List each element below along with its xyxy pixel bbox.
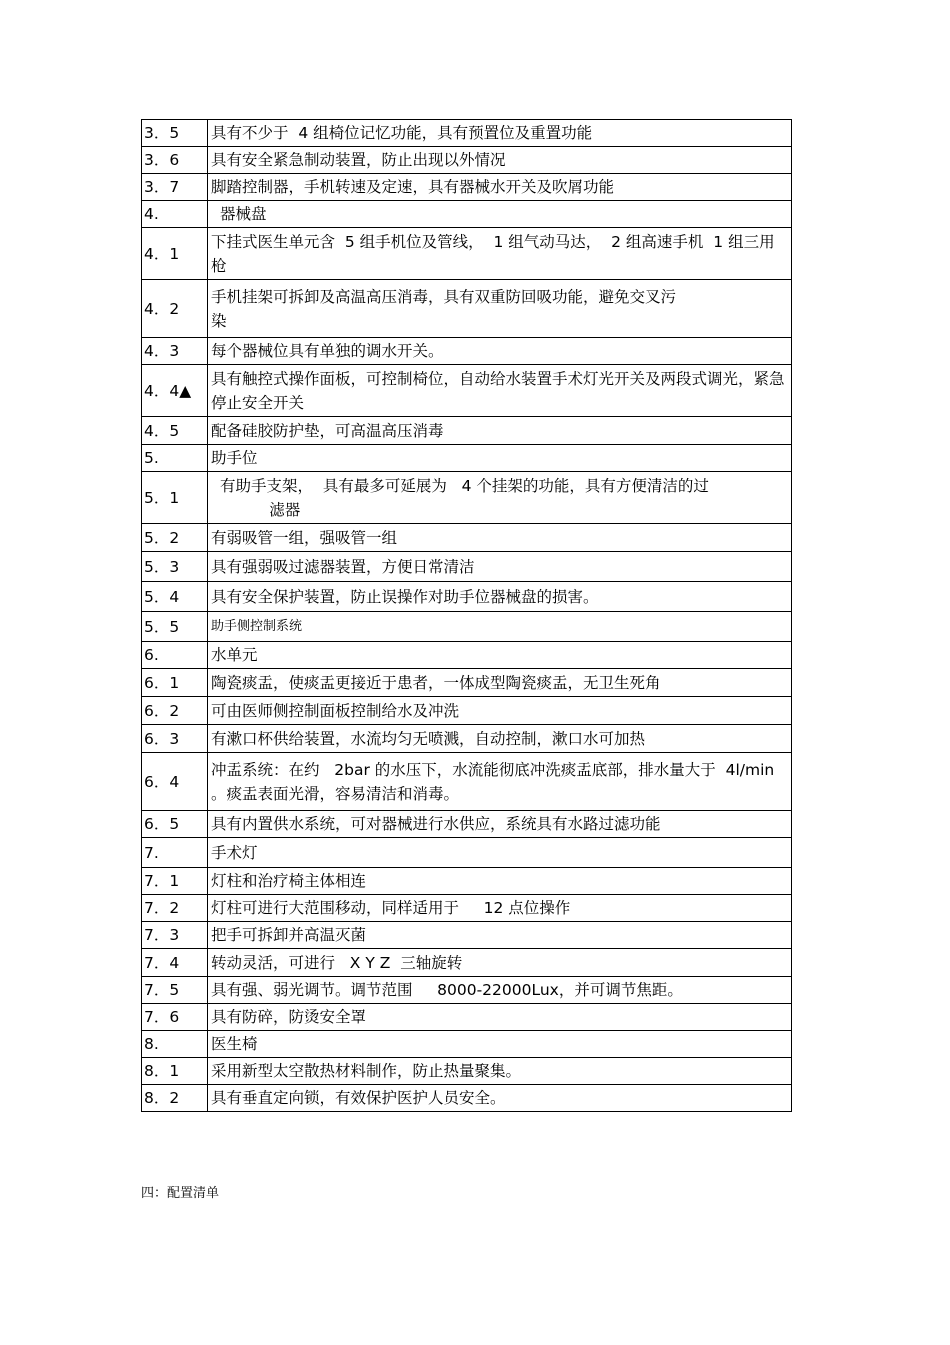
item-description: 有弱吸管一组，强吸管一组: [208, 524, 792, 552]
item-description: 冲盂系统：在约 2bar 的水压下，水流能彻底冲洗痰盂底部，排水量大于 4l/min 。痰盂表面光滑，容易清洁和消毒。: [208, 753, 792, 811]
item-description: 医生椅: [208, 1031, 792, 1058]
item-description: 水单元: [208, 642, 792, 669]
table-row: [142, 1031, 792, 1058]
spec-table-body: [142, 120, 792, 1112]
table-row: [142, 417, 792, 445]
item-description: 转动灵活，可进行 X Y Z 三轴旋转: [208, 949, 792, 977]
item-description: 每个器械位具有单独的调水开关。: [208, 338, 792, 365]
table-row: [142, 753, 792, 811]
table-row: [142, 1004, 792, 1031]
item-description: 助手侧控制系统: [208, 612, 792, 642]
item-number: 8．2: [142, 1085, 208, 1112]
table-row: [142, 838, 792, 868]
item-description: 手术灯: [208, 838, 792, 868]
item-number: 7．4: [142, 949, 208, 977]
item-description: 具有垂直定向锁，有效保护医护人员安全。: [208, 1085, 792, 1112]
table-row: [142, 524, 792, 552]
item-description: 脚踏控制器，手机转速及定速，具有器械水开关及吹屑功能: [208, 174, 792, 201]
table-row: [142, 949, 792, 977]
item-number: 7．2: [142, 895, 208, 922]
table-row: [142, 922, 792, 949]
table-row: [142, 1085, 792, 1112]
table-row: [142, 977, 792, 1004]
table-row: [142, 338, 792, 365]
item-description: 具有强、弱光调节。调节范围 8000-22000Lux，并可调节焦距。: [208, 977, 792, 1004]
item-number: 8.: [142, 1031, 208, 1058]
item-number: 6．1: [142, 669, 208, 697]
item-number: 6．2: [142, 697, 208, 725]
item-description: 采用新型太空散热材料制作，防止热量聚集。: [208, 1058, 792, 1085]
item-description: 具有强弱吸过滤器装置，方便日常清洁: [208, 552, 792, 582]
table-row: [142, 612, 792, 642]
item-number: 4．1: [142, 228, 208, 280]
item-number: 5．1: [142, 472, 208, 524]
item-number: 5．3: [142, 552, 208, 582]
table-row: [142, 725, 792, 753]
table-row: [142, 582, 792, 612]
item-number: 6．3: [142, 725, 208, 753]
section-heading-config-list: 四：配置清单: [141, 1186, 220, 1201]
item-number: 7．5: [142, 977, 208, 1004]
item-description: 助手位: [208, 445, 792, 472]
item-description: 具有内置供水系统，可对器械进行水供应，系统具有水路过滤功能: [208, 811, 792, 838]
item-number: 4.: [142, 201, 208, 228]
table-row: [142, 445, 792, 472]
item-description: 有漱口杯供给装置，水流均匀无喷溅，自动控制，漱口水可加热: [208, 725, 792, 753]
item-number: 4．4▲: [142, 365, 208, 417]
item-description: 可由医师侧控制面板控制给水及冲洗: [208, 697, 792, 725]
table-row: [142, 1058, 792, 1085]
table-row: [142, 552, 792, 582]
table-row: [142, 174, 792, 201]
item-number: 4．2: [142, 280, 208, 338]
item-number: 3．6: [142, 147, 208, 174]
table-row: [142, 280, 792, 338]
item-number: 5.: [142, 445, 208, 472]
table-row: [142, 147, 792, 174]
item-description: 器械盘: [208, 201, 792, 228]
table-row: [142, 811, 792, 838]
spec-table: [141, 119, 792, 1112]
item-number: 5．4: [142, 582, 208, 612]
table-row: [142, 201, 792, 228]
item-description: 具有安全保护装置，防止误操作对助手位器械盘的损害。: [208, 582, 792, 612]
table-row: [142, 365, 792, 417]
item-number: 7．3: [142, 922, 208, 949]
item-description: 灯柱和治疗椅主体相连: [208, 868, 792, 895]
table-row: [142, 868, 792, 895]
item-description: 把手可拆卸并高温灭菌: [208, 922, 792, 949]
item-description: 具有防碎，防烫安全罩: [208, 1004, 792, 1031]
item-number: 5．5: [142, 612, 208, 642]
item-number: 8．1: [142, 1058, 208, 1085]
table-row: [142, 120, 792, 147]
item-number: 3．5: [142, 120, 208, 147]
item-description: 具有触控式操作面板，可控制椅位，自动给水装置手术灯光开关及两段式调光，紧急停止安全开关: [208, 365, 792, 417]
item-number: 6．4: [142, 753, 208, 811]
item-description: 灯柱可进行大范围移动，同样适用于 12 点位操作: [208, 895, 792, 922]
item-number: 7．1: [142, 868, 208, 895]
item-number: 6．5: [142, 811, 208, 838]
item-number: 7．6: [142, 1004, 208, 1031]
table-row: [142, 669, 792, 697]
table-row: [142, 642, 792, 669]
table-row: [142, 228, 792, 280]
item-number: 6.: [142, 642, 208, 669]
item-description: 陶瓷痰盂，使痰盂更接近于患者，一体成型陶瓷痰盂，无卫生死角: [208, 669, 792, 697]
table-row: [142, 895, 792, 922]
item-description: 具有不少于 4 组椅位记忆功能，具有预置位及重置功能: [208, 120, 792, 147]
item-number: 4．3: [142, 338, 208, 365]
item-description: 手机挂架可拆卸及高温高压消毒，具有双重防回吸功能，避免交叉污 染: [208, 280, 792, 338]
item-description: 配备硅胶防护垫，可高温高压消毒: [208, 417, 792, 445]
item-description: 下挂式医生单元含 5 组手机位及管线， 1 组气动马达， 2 组高速手机 1 组三用枪: [208, 228, 792, 280]
item-description: 有助手支架， 具有最多可延展为 4 个挂架的功能，具有方便清洁的过 滤器: [208, 472, 792, 524]
item-number: 5．2: [142, 524, 208, 552]
item-number: 7.: [142, 838, 208, 868]
table-row: [142, 472, 792, 524]
table-row: [142, 697, 792, 725]
item-number: 4．5: [142, 417, 208, 445]
item-number: 3．7: [142, 174, 208, 201]
item-description: 具有安全紧急制动装置，防止出现以外情况: [208, 147, 792, 174]
